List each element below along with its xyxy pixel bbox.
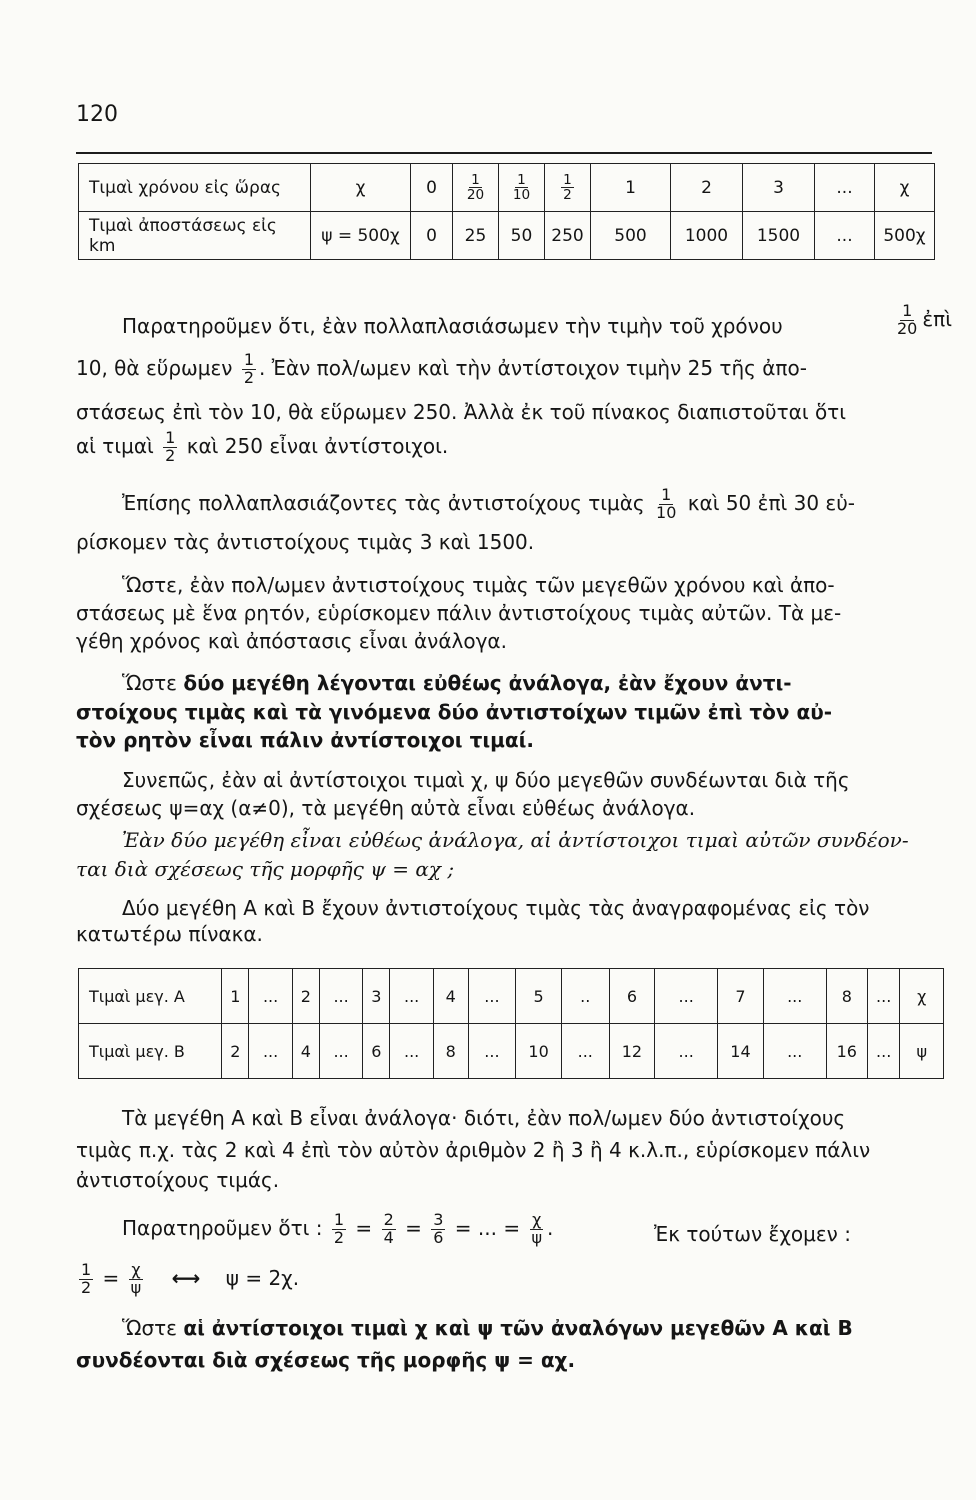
distance-cell: 500 bbox=[591, 212, 671, 260]
distance-row bbox=[79, 212, 935, 260]
a-cell: 3 bbox=[363, 969, 390, 1024]
equation-line: Παρατηροῦμεν ὅτι : $\frac{1}{2}$ = $\frac{2}{4}$ = $\frac{3}{6}$ = ... = $\frac{\chi}{\psi}$ . bbox=[122, 1210, 554, 1247]
b-cell: 4 bbox=[292, 1024, 319, 1079]
page-number: 120 bbox=[76, 102, 118, 127]
b-cell: 6 bbox=[363, 1024, 390, 1079]
b-cell: ... bbox=[763, 1024, 826, 1079]
a-cell: 4 bbox=[433, 969, 468, 1024]
b-cell: ... bbox=[249, 1024, 292, 1079]
paragraph-line: ρίσκομεν τὰς ἀντιστοίχους τιμὰς 3 καὶ 1500. bbox=[76, 530, 535, 554]
paragraph-line: Ἐπίσης πολλαπλασιάζοντες τὰς ἀντιστοίχους τιμὰς $\frac{1}{10}$ καὶ 50 ἐπὶ 30 εὑ- bbox=[122, 485, 856, 522]
a-cell: 8 bbox=[826, 969, 867, 1024]
b-cell: 10 bbox=[516, 1024, 562, 1079]
paragraph-line: Συνεπῶς, ἐὰν αἱ ἀντίστοιχοι τιμαὶ χ, ψ δύο μεγεθῶν συνδέωνται διὰ τῆς bbox=[122, 768, 850, 792]
distance-cell: 1000 bbox=[671, 212, 743, 260]
question-line: Ἐὰν δύο μεγέθη εἶναι εὐθέως ἀνάλογα, αἱ ἀντίστοιχοι τιμαὶ αὐτῶν συνδέον- bbox=[122, 828, 909, 852]
time-var: χ bbox=[311, 164, 411, 212]
b-cell: 16 bbox=[826, 1024, 867, 1079]
b-cell: ... bbox=[390, 1024, 433, 1079]
a-cell: ... bbox=[763, 969, 826, 1024]
paragraph-line: Παρατηροῦμεν ὅτι, ἐὰν πολλαπλασιάσωμεν τὴν τιμὴν τοῦ χρόνου bbox=[122, 314, 783, 338]
paragraph-line: στάσεως μὲ ἕνα ρητόν, εὑρίσκομεν πάλιν ἀντιστοίχους τιμὰς αὐτῶν. Τὰ με- bbox=[76, 601, 842, 625]
distance-var: ψ = 500χ bbox=[311, 212, 411, 260]
distance-cell: 250 bbox=[545, 212, 591, 260]
definition-line: στοίχους τιμὰς καὶ τὰ γινόμενα δύο ἀντιστοίχων τιμῶν ἐπὶ τὸν αὐ- bbox=[76, 700, 832, 724]
equation-line: $\frac{1}{2}$ = $\frac{\chi}{\psi}$ ⟷ ψ = 2χ. bbox=[81, 1260, 300, 1297]
time-label: Τιμαὶ χρόνου εἰς ὥρας bbox=[79, 164, 311, 212]
distance-cell: 1500 bbox=[743, 212, 815, 260]
distance-cell: 50 bbox=[499, 212, 545, 260]
distance-cell: ... bbox=[815, 212, 875, 260]
row-a bbox=[79, 969, 944, 1024]
a-cell: χ bbox=[900, 969, 944, 1024]
conclusion-line: Ὥστε αἱ ἀντίστοιχοι τιμαὶ χ καὶ ψ τῶν ἀναλόγων μεγεθῶν Α καὶ Β bbox=[122, 1316, 853, 1340]
time-cell: 1 bbox=[591, 164, 671, 212]
a-cell: 2 bbox=[292, 969, 319, 1024]
paragraph-line: σχέσεως ψ=αχ (α≠0), τὰ μεγέθη αὐτὰ εἶναι εὐθέως ἀνάλογα. bbox=[76, 796, 696, 820]
paragraph-line: κατωτέρω πίνακα. bbox=[76, 922, 263, 946]
paragraph-line: ἀντιστοίχους τιμάς. bbox=[76, 1168, 280, 1192]
b-cell: ... bbox=[561, 1024, 609, 1079]
paragraph-line: Τὰ μεγέθη Α καὶ Β εἶναι ἀνάλογα· διότι, ἐὰν πολ/ωμεν δύο ἀντιστοίχους bbox=[122, 1106, 846, 1130]
time-cell: $\frac{1}{2}$ bbox=[545, 164, 591, 212]
row-a-label: Τιμαὶ μεγ. Α bbox=[79, 969, 222, 1024]
a-cell: 1 bbox=[222, 969, 249, 1024]
b-cell: ... bbox=[867, 1024, 900, 1079]
ab-values-table bbox=[78, 968, 944, 1079]
a-cell: ... bbox=[655, 969, 718, 1024]
distance-cell: 500χ bbox=[875, 212, 935, 260]
b-cell: ... bbox=[655, 1024, 718, 1079]
paragraph-line: 10, θὰ εὕρωμεν $\frac{1}{2}$ . Ἐὰν πολ/ωμεν καὶ τὴν ἀντίστοιχον τιμὴν 25 τῆς ἀπο- bbox=[76, 350, 807, 387]
paragraph-line: στάσεως ἐπὶ τὸν 10, θὰ εὕρωμεν 250. Ἀλλὰ ἐκ τοῦ πίνακος διαπιστοῦται ὅτι bbox=[76, 400, 846, 424]
a-cell: ... bbox=[249, 969, 292, 1024]
a-cell: .. bbox=[561, 969, 609, 1024]
a-cell: ... bbox=[390, 969, 433, 1024]
time-cell: 0 bbox=[411, 164, 453, 212]
top-rule bbox=[76, 152, 932, 154]
paragraph-line: Ὥστε, ἐὰν πολ/ωμεν ἀντιστοίχους τιμὰς τῶν μεγεθῶν χρόνου καὶ ἀπο- bbox=[122, 573, 835, 597]
a-cell: 7 bbox=[718, 969, 764, 1024]
time-cell: $\frac{1}{20}$ bbox=[453, 164, 499, 212]
time-row bbox=[79, 164, 935, 212]
definition-line: τὸν ρητὸν εἶναι πάλιν ἀντίστοιχοι τιμαί. bbox=[76, 728, 534, 752]
equation-line-tail: Ἐκ τούτων ἔχομεν : bbox=[654, 1222, 851, 1246]
b-cell: ... bbox=[468, 1024, 516, 1079]
time-cell: 3 bbox=[743, 164, 815, 212]
time-cell: 2 bbox=[671, 164, 743, 212]
time-cell: ... bbox=[815, 164, 875, 212]
time-cell: $\frac{1}{10}$ bbox=[499, 164, 545, 212]
distance-cell: 0 bbox=[411, 212, 453, 260]
a-cell: ... bbox=[468, 969, 516, 1024]
b-cell: 8 bbox=[433, 1024, 468, 1079]
distance-label: Τιμαὶ ἀποστάσεως εἰς km bbox=[79, 212, 311, 260]
a-cell: ... bbox=[867, 969, 900, 1024]
b-cell: 2 bbox=[222, 1024, 249, 1079]
conclusion-line: συνδέονται διὰ σχέσεως τῆς μορφῆς ψ = αχ. bbox=[76, 1348, 576, 1372]
distance-cell: 25 bbox=[453, 212, 499, 260]
definition-line: Ὥστε δύο μεγέθη λέγονται εὐθέως ἀνάλογα, ἐὰν ἔχουν ἀντι- bbox=[122, 671, 792, 695]
b-cell: 12 bbox=[609, 1024, 655, 1079]
b-cell: 14 bbox=[718, 1024, 764, 1079]
a-cell: 6 bbox=[609, 969, 655, 1024]
paragraph-line: αἱ τιμαὶ $\frac{1}{2}$ καὶ 250 εἶναι ἀντίστοιχοι. bbox=[76, 428, 449, 465]
time-cell: χ bbox=[875, 164, 935, 212]
row-b-label: Τιμαὶ μεγ. Β bbox=[79, 1024, 222, 1079]
paragraph-line: γέθη χρόνος καὶ ἀπόστασις εἶναι ἀνάλογα. bbox=[76, 629, 507, 653]
b-cell: ... bbox=[319, 1024, 362, 1079]
inline-fraction-line: $\frac{1}{20}$ ἐπὶ bbox=[897, 301, 952, 338]
a-cell: 5 bbox=[516, 969, 562, 1024]
time-distance-table bbox=[78, 163, 935, 260]
a-cell: ... bbox=[319, 969, 362, 1024]
paragraph-line: τιμὰς π.χ. τὰς 2 καὶ 4 ἐπὶ τὸν αὐτὸν ἀριθμὸν 2 ἢ 3 ἢ 4 κ.λ.π., εὑρίσκομεν πάλιν bbox=[76, 1138, 871, 1162]
row-b bbox=[79, 1024, 944, 1079]
b-cell: ψ bbox=[900, 1024, 944, 1079]
paragraph-line: Δύο μεγέθη Α καὶ Β ἔχουν ἀντιστοίχους τιμὰς τὰς ἀναγραφομένας εἰς τὸν bbox=[122, 896, 870, 920]
question-line: ται διὰ σχέσεως τῆς μορφῆς ψ = αχ ; bbox=[76, 857, 455, 881]
